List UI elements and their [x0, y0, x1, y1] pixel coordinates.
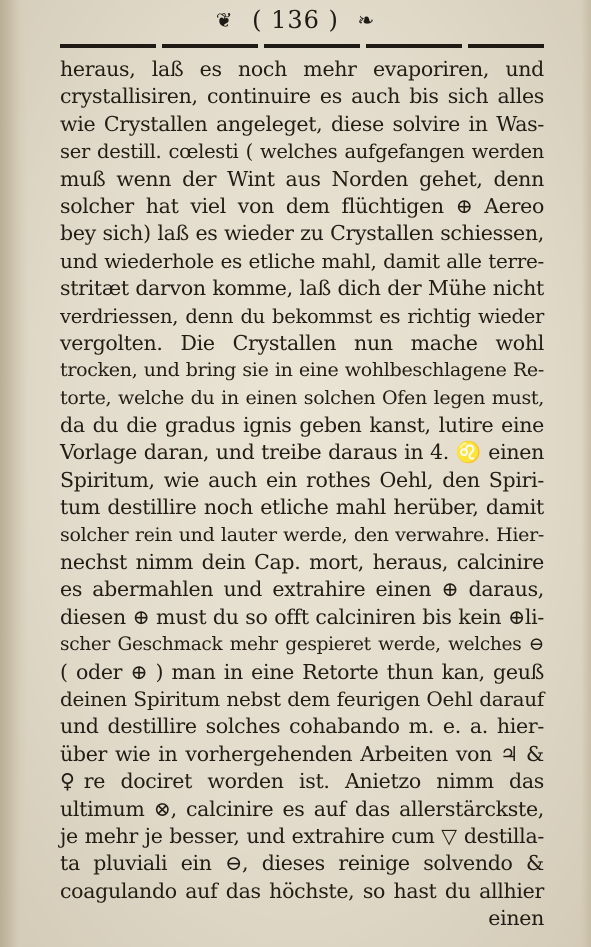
- catchword: einen: [488, 906, 544, 931]
- right-ornament-icon: ❧: [357, 8, 376, 32]
- text-line: solcher rein und lauter werde, den verwahre. Hier-: [60, 523, 544, 546]
- text-line: ♀re dociret worden ist. Anietzo nimm das: [60, 769, 544, 794]
- text-line: solcher hat viel von dem flüchtigen ⊕ Aereo: [60, 193, 544, 218]
- text-line: und destillire solches cohabando m. e. a. hier-: [60, 714, 544, 739]
- text-line: torte, welche du in einen solchen Ofen legen must,: [60, 386, 544, 409]
- text-line: über wie in vorhergehenden Arbeiten von ♃ &: [60, 741, 544, 766]
- text-line: diesen ⊕ must du so offt calciniren bis kein ⊕li-: [60, 604, 544, 629]
- page-number: ( 136 ): [252, 6, 339, 34]
- text-line: ( oder ⊕ ) man in eine Retorte thun kan, geuß: [60, 659, 544, 684]
- text-line: muß wenn der Wint aus Norden gehet, denn: [60, 166, 544, 191]
- text-line: stritæt darvon komme, laß dich der Mühe nicht: [60, 276, 544, 301]
- text-line: ta pluviali ein ⊖, dieses reinige solvendo &: [60, 851, 544, 876]
- text-line: tum destillire noch etliche mahl herüber, damit: [60, 495, 544, 520]
- header-rule: [60, 44, 544, 48]
- text-line: und wiederhole es etliche mahl, damit alle terre-: [60, 248, 544, 273]
- page-header: [0, 6, 591, 34]
- text-line: da du die gradus ignis geben kanst, lutire eine: [60, 413, 544, 438]
- text-line: trocken, und bring sie in eine wohlbeschlagene Re-: [60, 359, 544, 382]
- text-line: ultimum ⊗, calcinire es auf das allerstärckste,: [60, 796, 544, 821]
- text-line: vergolten. Die Crystallen nun mache wohl: [60, 330, 544, 355]
- text-line: bey sich) laß es wieder zu Crystallen schiessen,: [60, 221, 544, 246]
- page-body-text: [60, 56, 544, 933]
- text-line: ser destill. cœlesti ( welches aufgefangen werden: [60, 140, 544, 164]
- text-line: scher Geschmack mehr gespieret werde, welches ⊖: [60, 634, 544, 656]
- text-line: Vorlage daran, und treibe daraus in 4. ♌ einen: [60, 440, 544, 465]
- text-line: es abermahlen und extrahire einen ⊕ daraus,: [60, 577, 544, 602]
- text-line: wie Crystallen angeleget, diese solvire in Was-: [60, 111, 544, 136]
- left-ornament-icon: ❦: [215, 8, 234, 32]
- text-line: coagulando auf das höchste, so hast du allhier: [60, 878, 544, 903]
- text-line: Spiritum, wie auch ein rothes Oehl, den Spiri-: [60, 467, 544, 492]
- text-line: verdriessen, denn du bekommst es richtig wieder: [60, 304, 544, 328]
- text-line: nechst nimm dein Cap. mort, heraus, calcinire: [60, 550, 544, 575]
- text-line: deinen Spiritum nebst dem feurigen Oehl darauf: [60, 686, 544, 711]
- text-line: heraus, laß es noch mehr evaporiren, und: [60, 57, 544, 81]
- text-line: crystallisiren, continuire es auch bis sich alles: [60, 84, 544, 109]
- text-line: je mehr je besser, und extrahire cum ▽ destilla-: [60, 823, 544, 848]
